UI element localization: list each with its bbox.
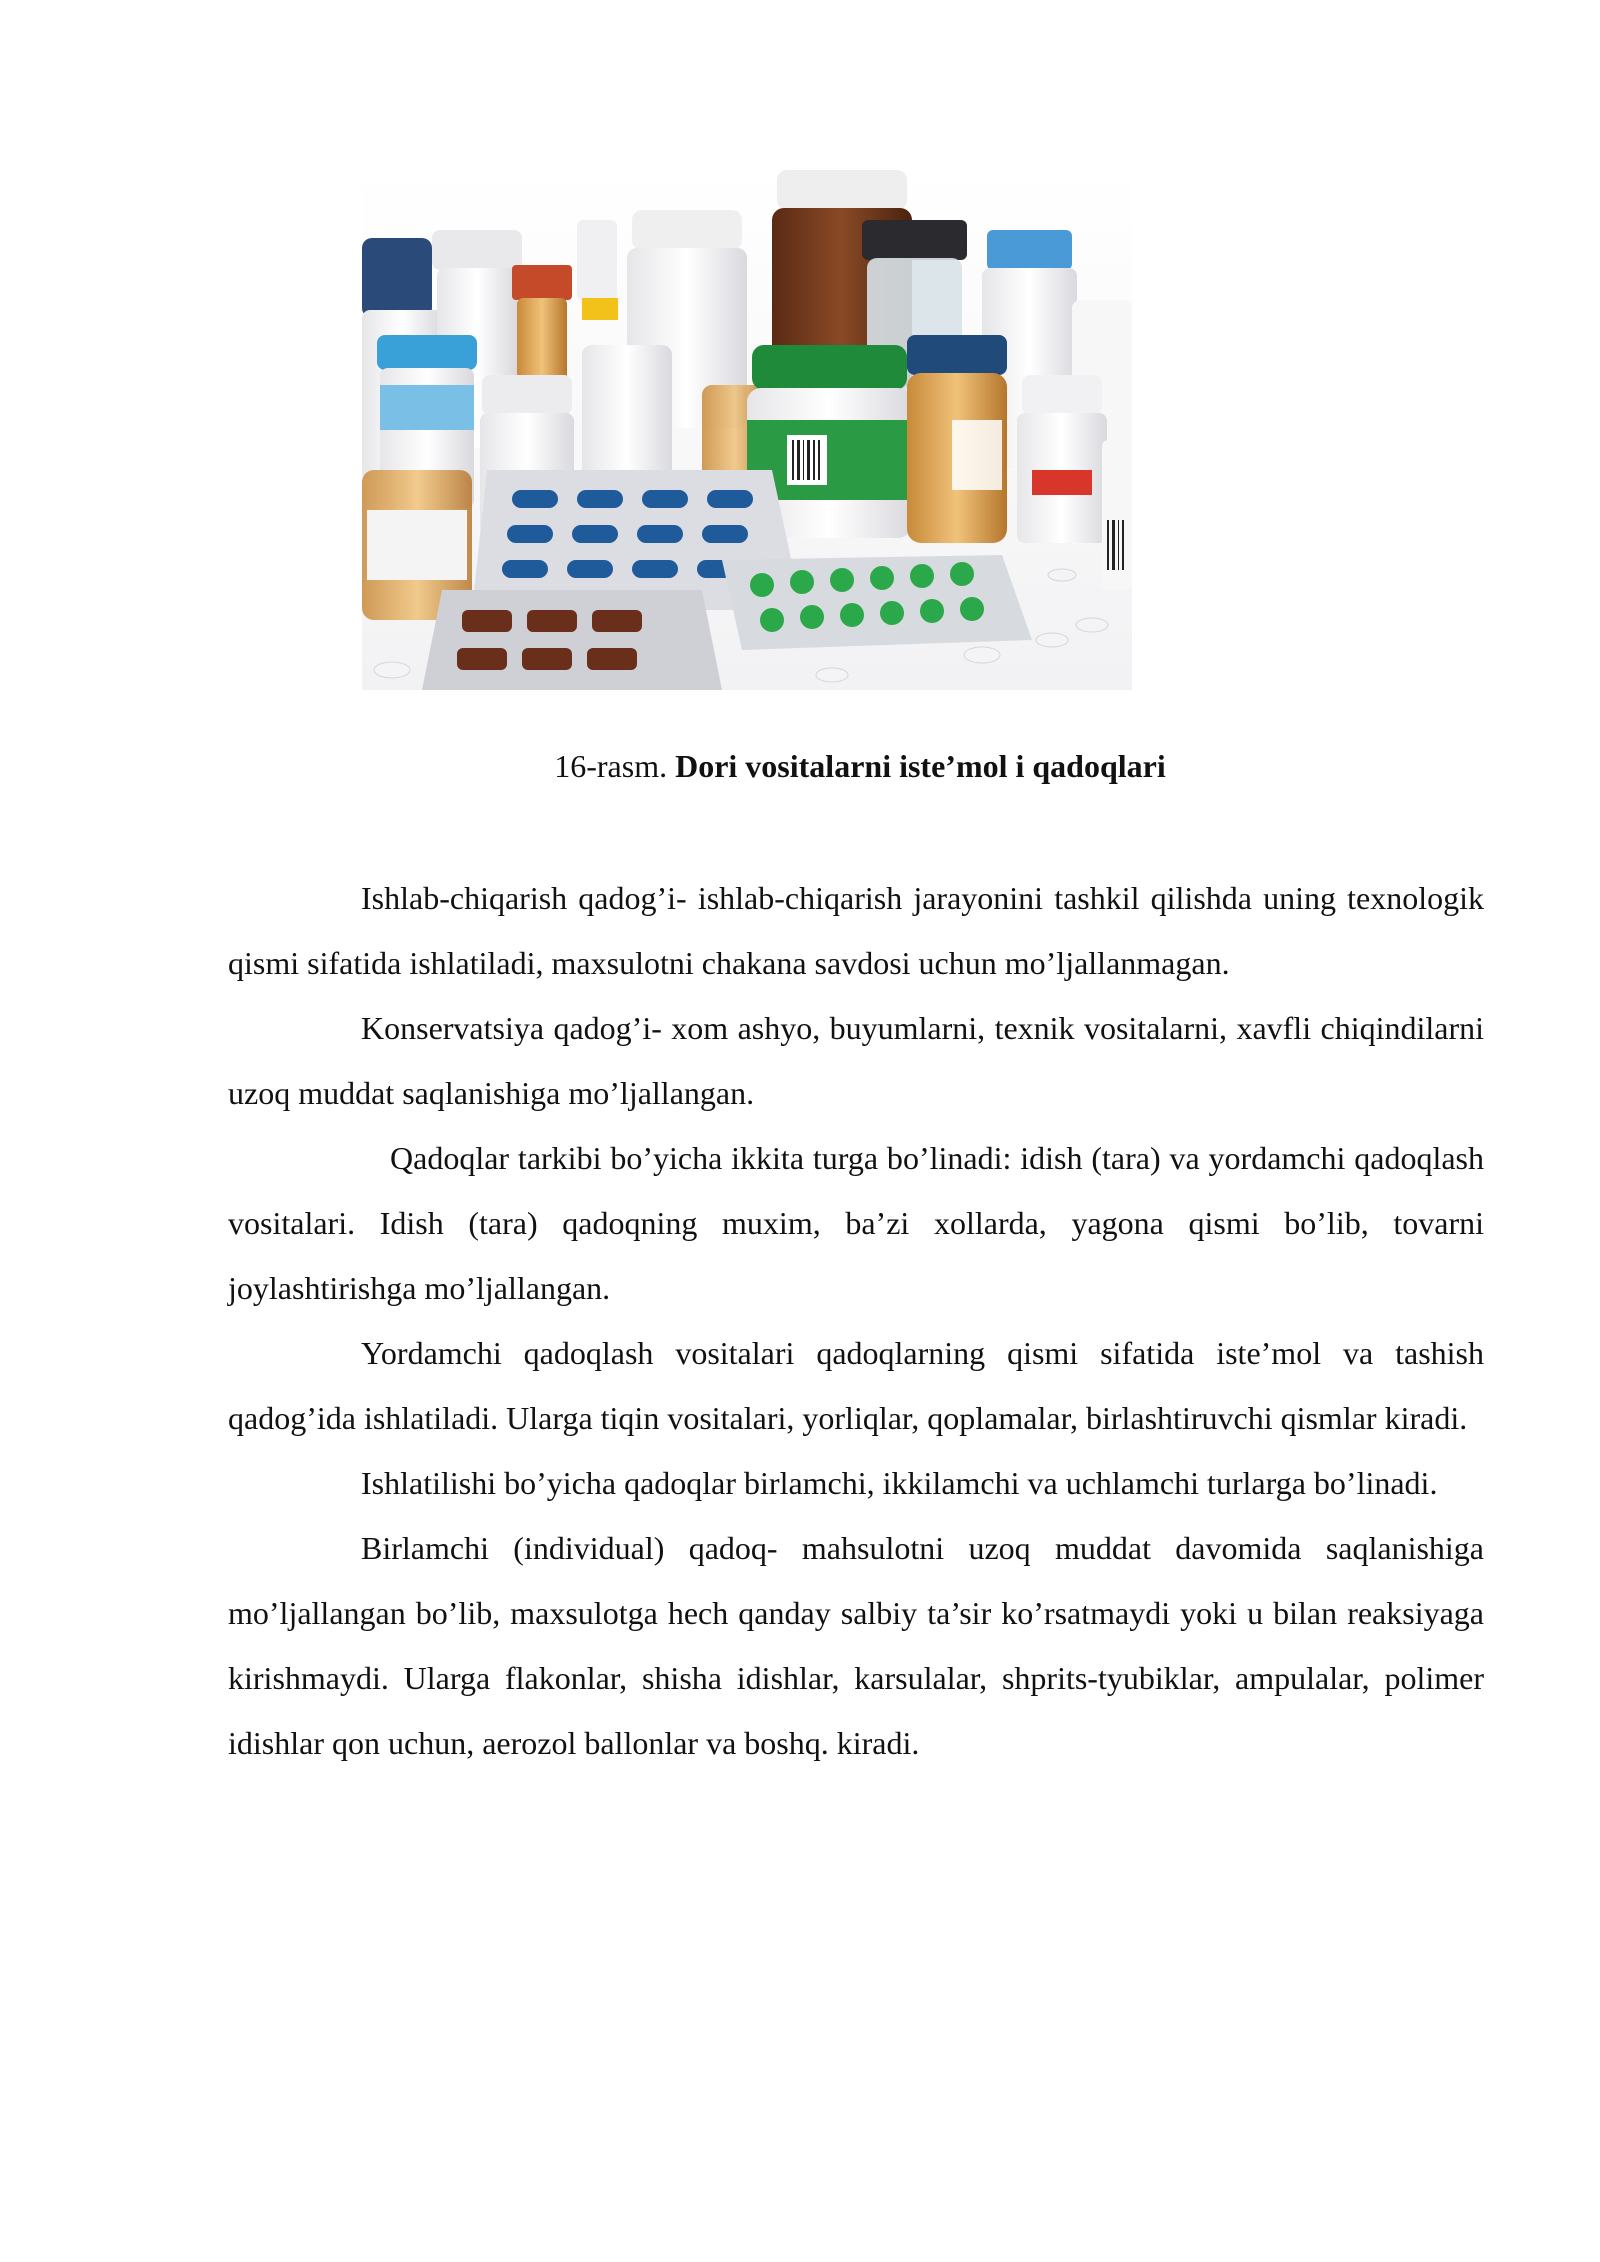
figure-caption (0, 742, 1600, 790)
medicine-packages-photo (362, 170, 1132, 690)
caption-number: 16-rasm. (554, 748, 668, 784)
paragraph: Yordamchi qadoqlash vositalari qadoqlarning qismi sifatida iste’mol va tashish qadog’ida ishlatiladi. Ularga tiqin vositalari, yorliqlar, qoplamalar, birlashtiruvchi qismlar kiradi. (228, 1335, 1484, 1436)
paragraph: Ishlatilishi bo’yicha qadoqlar birlamchi, ikkilamchi va uchlamchi turlarga bo’linadi. (361, 1465, 1438, 1501)
paragraph: Birlamchi (individual) qadoq- mahsulotni uzoq muddat davomida saqlanishiga mo’ljallangan bo’lib, maxsulotga hech qanday salbiy ta’sir ko’rsatmaydi yoki u bilan reaksiyaga kirishmaydi. Ularga flakonlar, shisha idishlar, karsulalar, shprits-tyubiklar, ampulalar, polimer idishlar qon uchun, aerozol ballonlar va boshq. kiradi. (228, 1530, 1484, 1761)
caption-title: Dori vositalarni iste’mol i qadoqlari (675, 748, 1166, 784)
paragraph: Konservatsiya qadog’i- xom ashyo, buyumlarni, texnik vositalarni, xavfli chiqindilarni uzoq muddat saqlanishiga mo’ljallangan. (228, 1010, 1484, 1111)
paragraph: Ishlab-chiqarish qadog’i- ishlab-chiqarish jarayonini tashkil qilishda uning texnologik qismi sifatida ishlatiladi, maxsulotni chakana savdosi uchun mo’ljallanmagan. (228, 880, 1484, 981)
paragraph: Qadoqlar tarkibi bo’yicha ikkita turga bo’linadi: idish (tara) va yordamchi qadoqlash vositalari. Idish (tara) qadoqning muxim, ba’zi xollarda, yagona qismi bo’lib, tovarni joylashtirishga mo’ljallangan. (228, 1140, 1484, 1306)
body-text (228, 866, 1484, 1776)
